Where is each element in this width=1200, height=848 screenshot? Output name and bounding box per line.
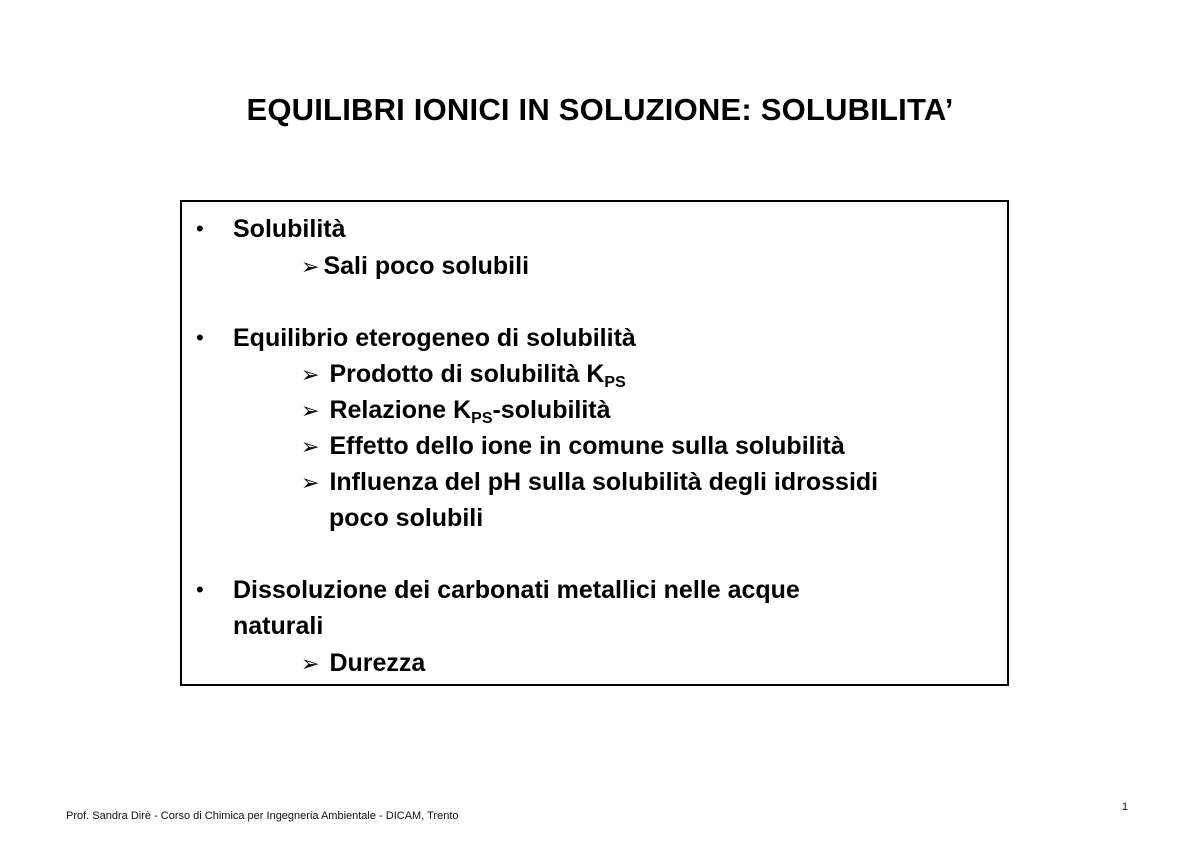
bullet-marker: • [196, 577, 204, 602]
arrow-icon: ➢ [301, 362, 320, 387]
arrow-icon: ➢ [301, 398, 320, 423]
bullet-dissoluzione: Dissoluzione dei carbonati metallici nelle acque [233, 576, 800, 604]
bullet-dissoluzione-cont: naturali [233, 612, 324, 640]
bullet-marker: • [196, 216, 204, 241]
sub-item-influenza: ➢ Influenza del pH sulla solubilità degli idrossidi [301, 468, 879, 496]
sub-item-relazione: ➢ Relazione $K_{PS}$-solubilità [301, 396, 611, 427]
bullet-equilibrio: Equilibrio eterogeneo di solubilità [233, 324, 636, 352]
arrow-icon: ➢ [301, 651, 320, 676]
page-number: 1 [1122, 801, 1129, 813]
bullet-marker: • [196, 325, 204, 350]
sub-item-sali: ➢ Sali poco solubili [301, 252, 530, 280]
sub-item-durezza: ➢ Durezza [301, 649, 426, 677]
arrow-icon: ➢ [301, 434, 320, 459]
footer-text: Prof. Sandra Dirè - Corso di Chimica per Ingegneria Ambientale - DICAM, Trento [66, 810, 459, 822]
sub-item-influenza-cont: poco solubili [329, 504, 484, 532]
page-title: EQUILIBRI IONICI IN SOLUZIONE: SOLUBILITA’ [246, 92, 954, 127]
arrow-icon: ➢ [301, 470, 320, 495]
content-box [180, 200, 1009, 686]
arrow-icon: ➢ [301, 254, 320, 279]
bullet-solubilita: Solubilità [233, 215, 346, 243]
sub-item-effetto: ➢ Effetto dello ione in comune sulla solubilità [301, 432, 845, 460]
sub-item-prodotto: ➢ Prodotto di solubilità $K_{PS}$ [301, 360, 626, 391]
